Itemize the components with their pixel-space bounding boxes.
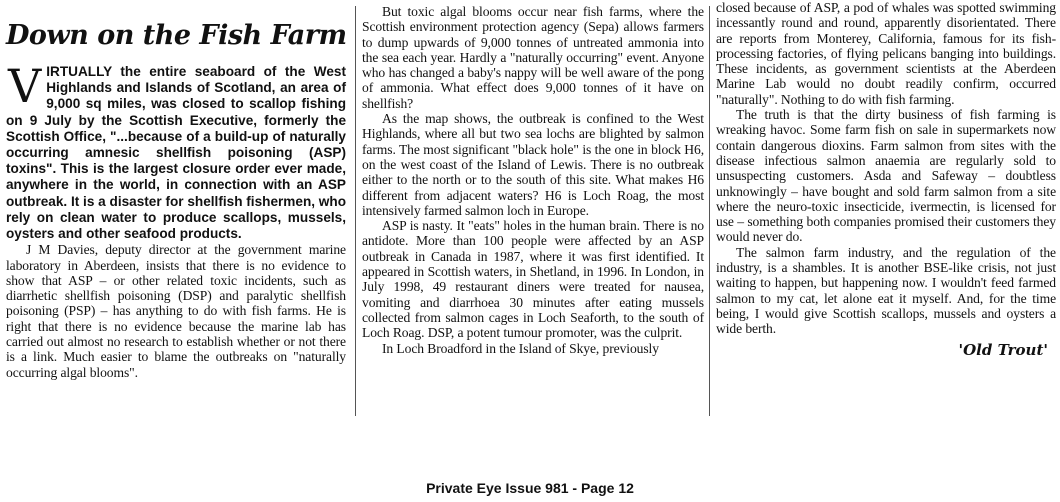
- lead-paragraph: [6, 59, 346, 242]
- column-3: [716, 0, 1056, 359]
- lead-text: IRTUALLY the entire seaboard of the West Highlands and Islands of Scotland, an area of 9,000 sq miles, was closed to scallop fishing on 9 July by the Scottish Executive, formerly the Scottish Office, "...because of a build-up of naturally occurring amnesic shellfish poisoning (ASP) toxins". This is the largest closure order ever made, anywhere in the world, in connection with an ASP outbreak. It is a disaster for shellfish fishermen, who rely on clean water to produce scallops, mussels, oysters and other seafood products.: [6, 64, 346, 242]
- column-divider: [709, 6, 710, 416]
- page-footer: Private Eye Issue 981 - Page 12: [426, 480, 634, 496]
- author-signoff: 'Old Trout': [958, 340, 1048, 359]
- body-paragraph: ASP is nasty. It "eats" holes in the human brain. There is no antidote. More than 100 people were affected by an ASP outbreak in Canada in 1987, where it was first identified. It appeared in Scottish waters, in Shetland, in 1996. In London, in July 1998, 49 restaurant diners were treated for nausea, vomiting and diarrhoea 30 minutes after eating mussels collected from salmon cages in Loch Seaforth, to the south of Loch Roag. DSP, a potent tumour promoter, was the culprit.: [362, 218, 704, 341]
- column-2: [362, 4, 704, 356]
- body-paragraph: closed because of ASP, a pod of whales was spotted swimming incessantly round and round, apparently disorientated. There are reports from Monterey, California, famous for its fish-processing factories, of flying pelicans banging into buildings. These incidents, as government scientists at the Aberdeen Marine Lab would no doubt readily confirm, occurred "naturally". Nothing to do with fish farming.: [716, 0, 1056, 107]
- body-paragraph: In Loch Broadford in the Island of Skye, previously: [382, 340, 659, 356]
- body-paragraph: The salmon farm industry, and the regulation of the industry, is a shambles. It is another BSE-like crisis, not just waiting to happen, but happening now. I wouldn't feed farmed salmon to my cat, let alone eat it myself. And, for the time being, I would give Scottish scallops, mussels and oysters a wide berth.: [716, 244, 1056, 337]
- drop-cap: V: [8, 59, 42, 113]
- body-paragraph: The truth is that the dirty business of fish farming is wreaking havoc. Some farm fish on sale in supermarkets now contain dangerous dioxins. Farm salmon from sites with the disease infectious salmon anaemia are regularly sold to unsuspecting customers. Asda and Safeway – doubtless unknowingly – have bought and sold farm salmon from a site where the neuro-toxic insecticide, ivermectin, is licensed for use – something both companies promised their customers they would never do.: [716, 107, 1056, 245]
- column-divider: [355, 6, 356, 416]
- column-1: [6, 4, 346, 380]
- body-paragraph: As the map shows, the outbreak is confined to the West Highlands, where all but two sea lochs are blighted by salmon farms. The most significant "black hole" is the one in block H6, on the west coast of the Island of Lewis. There is no outbreak either to the north or to the south of this site. What makes H6 different from adjacent waters? H6 is Loch Roag, the most intensively farmed salmon loch in Europe.: [362, 111, 704, 218]
- body-paragraph: But toxic algal blooms occur near fish farms, where the Scottish environment protection agency (Sepa) allows farmers to dump upwards of 9,000 tonnes of untreated ammonia into the sea each year. Hardly a "naturally occurring" event. Anyone who has changed a baby's nappy will be well aware of the pong of ammonia. What effect does 9,000 tonnes of it have on shellfish?: [362, 4, 704, 111]
- body-paragraph: J M Davies, deputy director at the government marine laboratory in Aberdeen, insists that there is no evidence to show that ASP – or other related toxic incidents, such as diarrhetic shellfish poisoning (DSP) and paralytic shellfish poisoning (PSP) – has anything to do with fish farms. He is right that there is no evidence because the marine lab has carried out almost no research to establish whether or not there is a link. Much easier to blame the outbreaks on "naturally occurring algal blooms".: [6, 242, 346, 380]
- article-headline: Down on the Fish Farm: [6, 20, 347, 51]
